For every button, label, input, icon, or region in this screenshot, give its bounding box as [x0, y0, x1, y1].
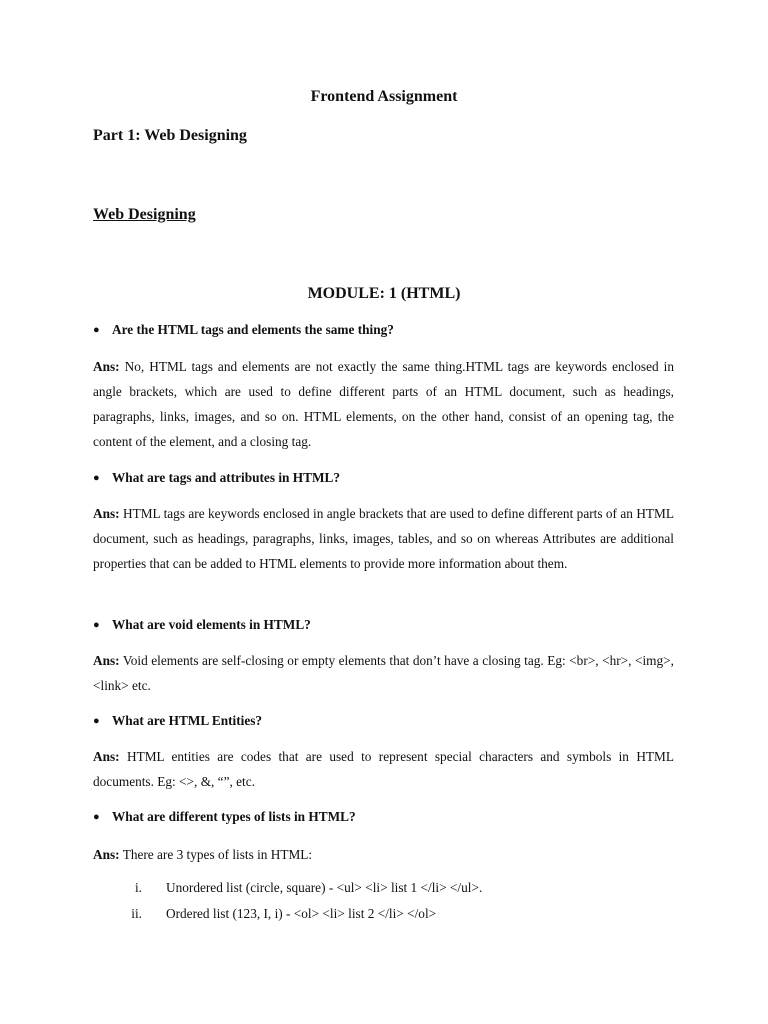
answer-4: [93, 744, 674, 794]
answer-text: HTML entities are codes that are used to represent special characters and symbols in HTML documents. Eg: <>, &, “”, etc.: [93, 749, 674, 789]
list-marker: i.: [134, 880, 142, 895]
list-item-text: Ordered list (123, I, i) - <ol> <li> list 2 </li> </ol>: [166, 906, 437, 921]
answer-label: Ans:: [93, 359, 120, 374]
list-item: [93, 880, 482, 896]
bullet-icon: ●: [93, 324, 100, 336]
document-title: Frontend Assignment: [310, 88, 458, 105]
answer-text: There are 3 types of lists in HTML:: [119, 847, 313, 862]
answer-3: [93, 648, 674, 698]
answer-1: [93, 354, 674, 454]
question-4: [93, 713, 262, 729]
question-text: What are void elements in HTML?: [112, 617, 311, 632]
bullet-icon: ●: [93, 715, 100, 727]
answer-label: Ans:: [93, 847, 120, 862]
question-text: What are tags and attributes in HTML?: [112, 470, 341, 485]
answer-5: [93, 842, 674, 867]
answer-label: Ans:: [93, 506, 120, 521]
question-text: What are different types of lists in HTML?: [112, 809, 356, 824]
list-item: [93, 906, 436, 922]
question-3: [93, 617, 311, 633]
answer-text: Void elements are self-closing or empty elements that don’t have a closing tag. Eg: <br>, <hr>, <img>, <link> etc.: [93, 653, 674, 693]
bullet-icon: ●: [93, 811, 100, 823]
section-heading: Web Designing: [93, 206, 196, 223]
question-text: Are the HTML tags and elements the same thing?: [112, 322, 394, 337]
answer-text: No, HTML tags and elements are not exactly the same thing.HTML tags are keywords enclosed in angle brackets, which are used to define different parts of an HTML document, such as headings, paragraphs, links, images, and so on. HTML elements, on the other hand, consist of an opening tag, the content of the element, and a closing tag.: [93, 359, 674, 449]
answer-label: Ans:: [93, 749, 120, 764]
question-5: [93, 809, 356, 825]
question-text: What are HTML Entities?: [112, 713, 263, 728]
answer-label: Ans:: [93, 653, 120, 668]
list-item-text: Unordered list (circle, square) - <ul> <li> list 1 </li> </ul>.: [166, 880, 483, 895]
part-heading: Part 1: Web Designing: [93, 127, 247, 144]
question-1: [93, 322, 394, 338]
bullet-icon: ●: [93, 619, 100, 631]
list-marker: ii.: [131, 906, 142, 921]
question-2: [93, 470, 340, 486]
bullet-icon: ●: [93, 472, 100, 484]
module-heading: MODULE: 1 (HTML): [307, 285, 461, 302]
answer-text: HTML tags are keywords enclosed in angle brackets that are used to define different parts of an HTML document, such as headings, paragraphs, links, images, tables, and so on whereas Attributes are additional properties that can be added to HTML elements to provide more information about them.: [93, 506, 674, 571]
answer-2: [93, 501, 674, 576]
